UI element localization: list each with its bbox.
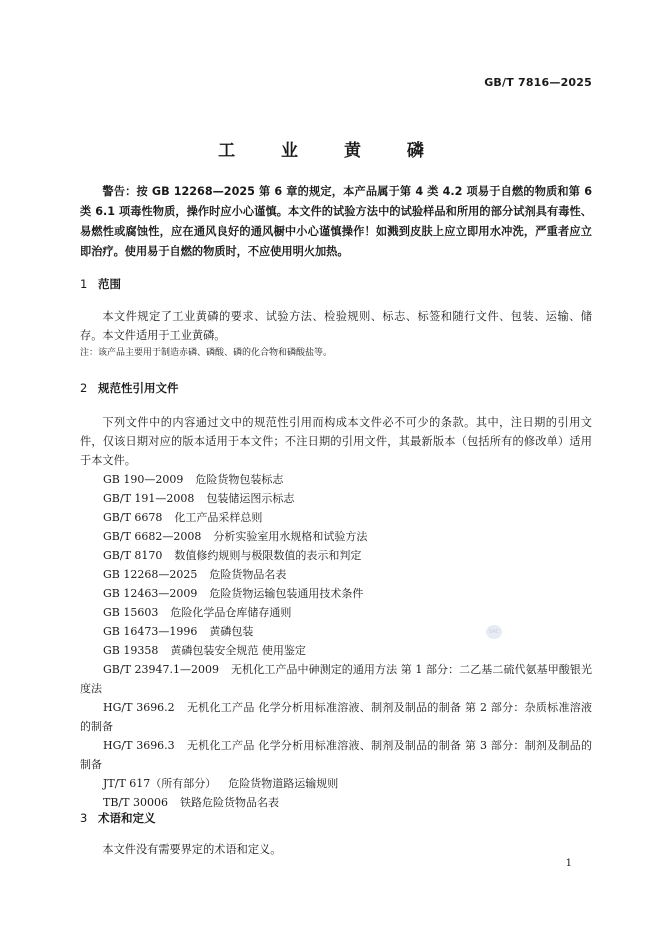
section-title: 术语和定义 [98,811,156,825]
warning-paragraph: 警告：按 GB 12268—2025 第 6 章的规定，本产品属于第 4 类 4.2 项易于自燃的物质和第 6 类 6.1 项毒性物质，操作时应小心谨慎。本文件的试验方法中的试验样品和所用的部分试剂具有毒性、易燃性或腐蚀性，应在通风良好的通风橱中小心谨慎操作！如溅到皮肤上应立即用水冲洗，严重者应立即治疗。使用易于自燃的物质时，不应使用明火加热。 [80,185,592,258]
reference-item [103,508,262,527]
terms-paragraph: 本文件没有需要界定的术语和定义。 [102,843,282,856]
reference-item [103,546,361,565]
reference-code: JT/T 617（所有部分） [103,777,217,790]
reference-name: 黄磷包装安全规范 使用鉴定 [170,644,306,657]
scope-note: 注：该产品主要用于制造赤磷、磷酸、磷的化合物和磷酸盐等。 [80,348,333,358]
reference-name: 危险化学品仓库储存通则 [170,606,292,619]
reference-name: 无机化工产品中砷测定的通用方法 第 1 部分：二乙基二硫代氨基甲酸银光度法 [80,663,592,695]
reference-item [103,774,338,793]
standard-code: GB/T 7816—2025 [484,76,592,89]
reference-code: GB/T 6682—2008 [103,530,202,543]
reference-name: 危险货物品名表 [209,568,287,581]
reference-name: 无机化工产品 化学分析用标准溶液、制剂及制品的制备 第 2 部分：杂质标准溶液的制备 [80,701,592,733]
reference-item [80,660,592,698]
reference-item [103,527,367,546]
reference-code: HG/T 3696.3 [103,739,175,752]
reference-item [103,603,291,622]
reference-item [103,470,283,489]
section-heading-scope [80,276,121,292]
reference-code: GB 190—2009 [103,473,184,486]
reference-name: 危险货物运输包装通用技术条件 [209,587,364,600]
reference-code: GB 12268—2025 [103,568,198,581]
reference-code: GB 16473—1996 [103,625,198,638]
reference-code: TB/T 30006 [103,796,168,809]
watermark-logo: SAC [486,625,502,639]
normative-intro: 下列文件中的内容通过文中的规范性引用而构成本文件必不可少的条款。其中，注日期的引用文件，仅该日期对应的版本适用于本文件；不注日期的引用文件，其最新版本（包括所有的修改单）适用于本文件。 [80,416,592,467]
reference-code: HG/T 3696.2 [103,701,175,714]
reference-code: GB/T 191—2008 [103,492,195,505]
scope-paragraph-1: 本文件规定了工业黄磷的要求、试验方法、检验规则、标志、标签和随行文件、包装、运输、储存。 [80,310,592,342]
reference-name: 数值修约规则与极限数值的表示和判定 [174,549,362,562]
reference-name: 危险货物包装标志 [195,473,284,486]
reference-item [80,736,592,774]
section-number: 2 [80,381,88,395]
section-heading-terms [80,810,156,826]
reference-item [103,565,286,584]
reference-name: 危险货物道路运输规则 [228,777,339,790]
scope-paragraph-2: 本文件适用于工业黄磷。 [102,329,226,342]
section-heading-normative [80,380,179,396]
section-title: 范围 [98,277,121,291]
reference-code: GB/T 6678 [103,511,163,524]
reference-name: 黄磷包装 [209,625,254,638]
section-title: 规范性引用文件 [98,381,179,395]
reference-item [103,622,253,641]
reference-code: GB 15603 [103,606,159,619]
reference-code: GB/T 8170 [103,549,163,562]
reference-item [103,641,306,660]
section-number: 1 [80,277,88,291]
reference-code: GB/T 23947.1—2009 [103,663,219,676]
reference-name: 铁路危险货物品名表 [179,796,279,809]
reference-code: GB 12463—2009 [103,587,198,600]
document-title: 工 业 黄 磷 [218,141,444,161]
reference-name: 无机化工产品 化学分析用标准溶液、制剂及制品的制备 第 3 部分：制剂及制品的制备 [80,739,592,771]
reference-name: 包装储运图示标志 [206,492,295,505]
section-number: 3 [80,811,88,825]
reference-name: 化工产品采样总则 [174,511,263,524]
reference-item [103,584,363,603]
reference-name: 分析实验室用水规格和试验方法 [213,530,368,543]
page-number: 1 [565,858,572,869]
reference-item [103,489,294,508]
reference-item [80,698,592,736]
reference-code: GB 19358 [103,644,159,657]
